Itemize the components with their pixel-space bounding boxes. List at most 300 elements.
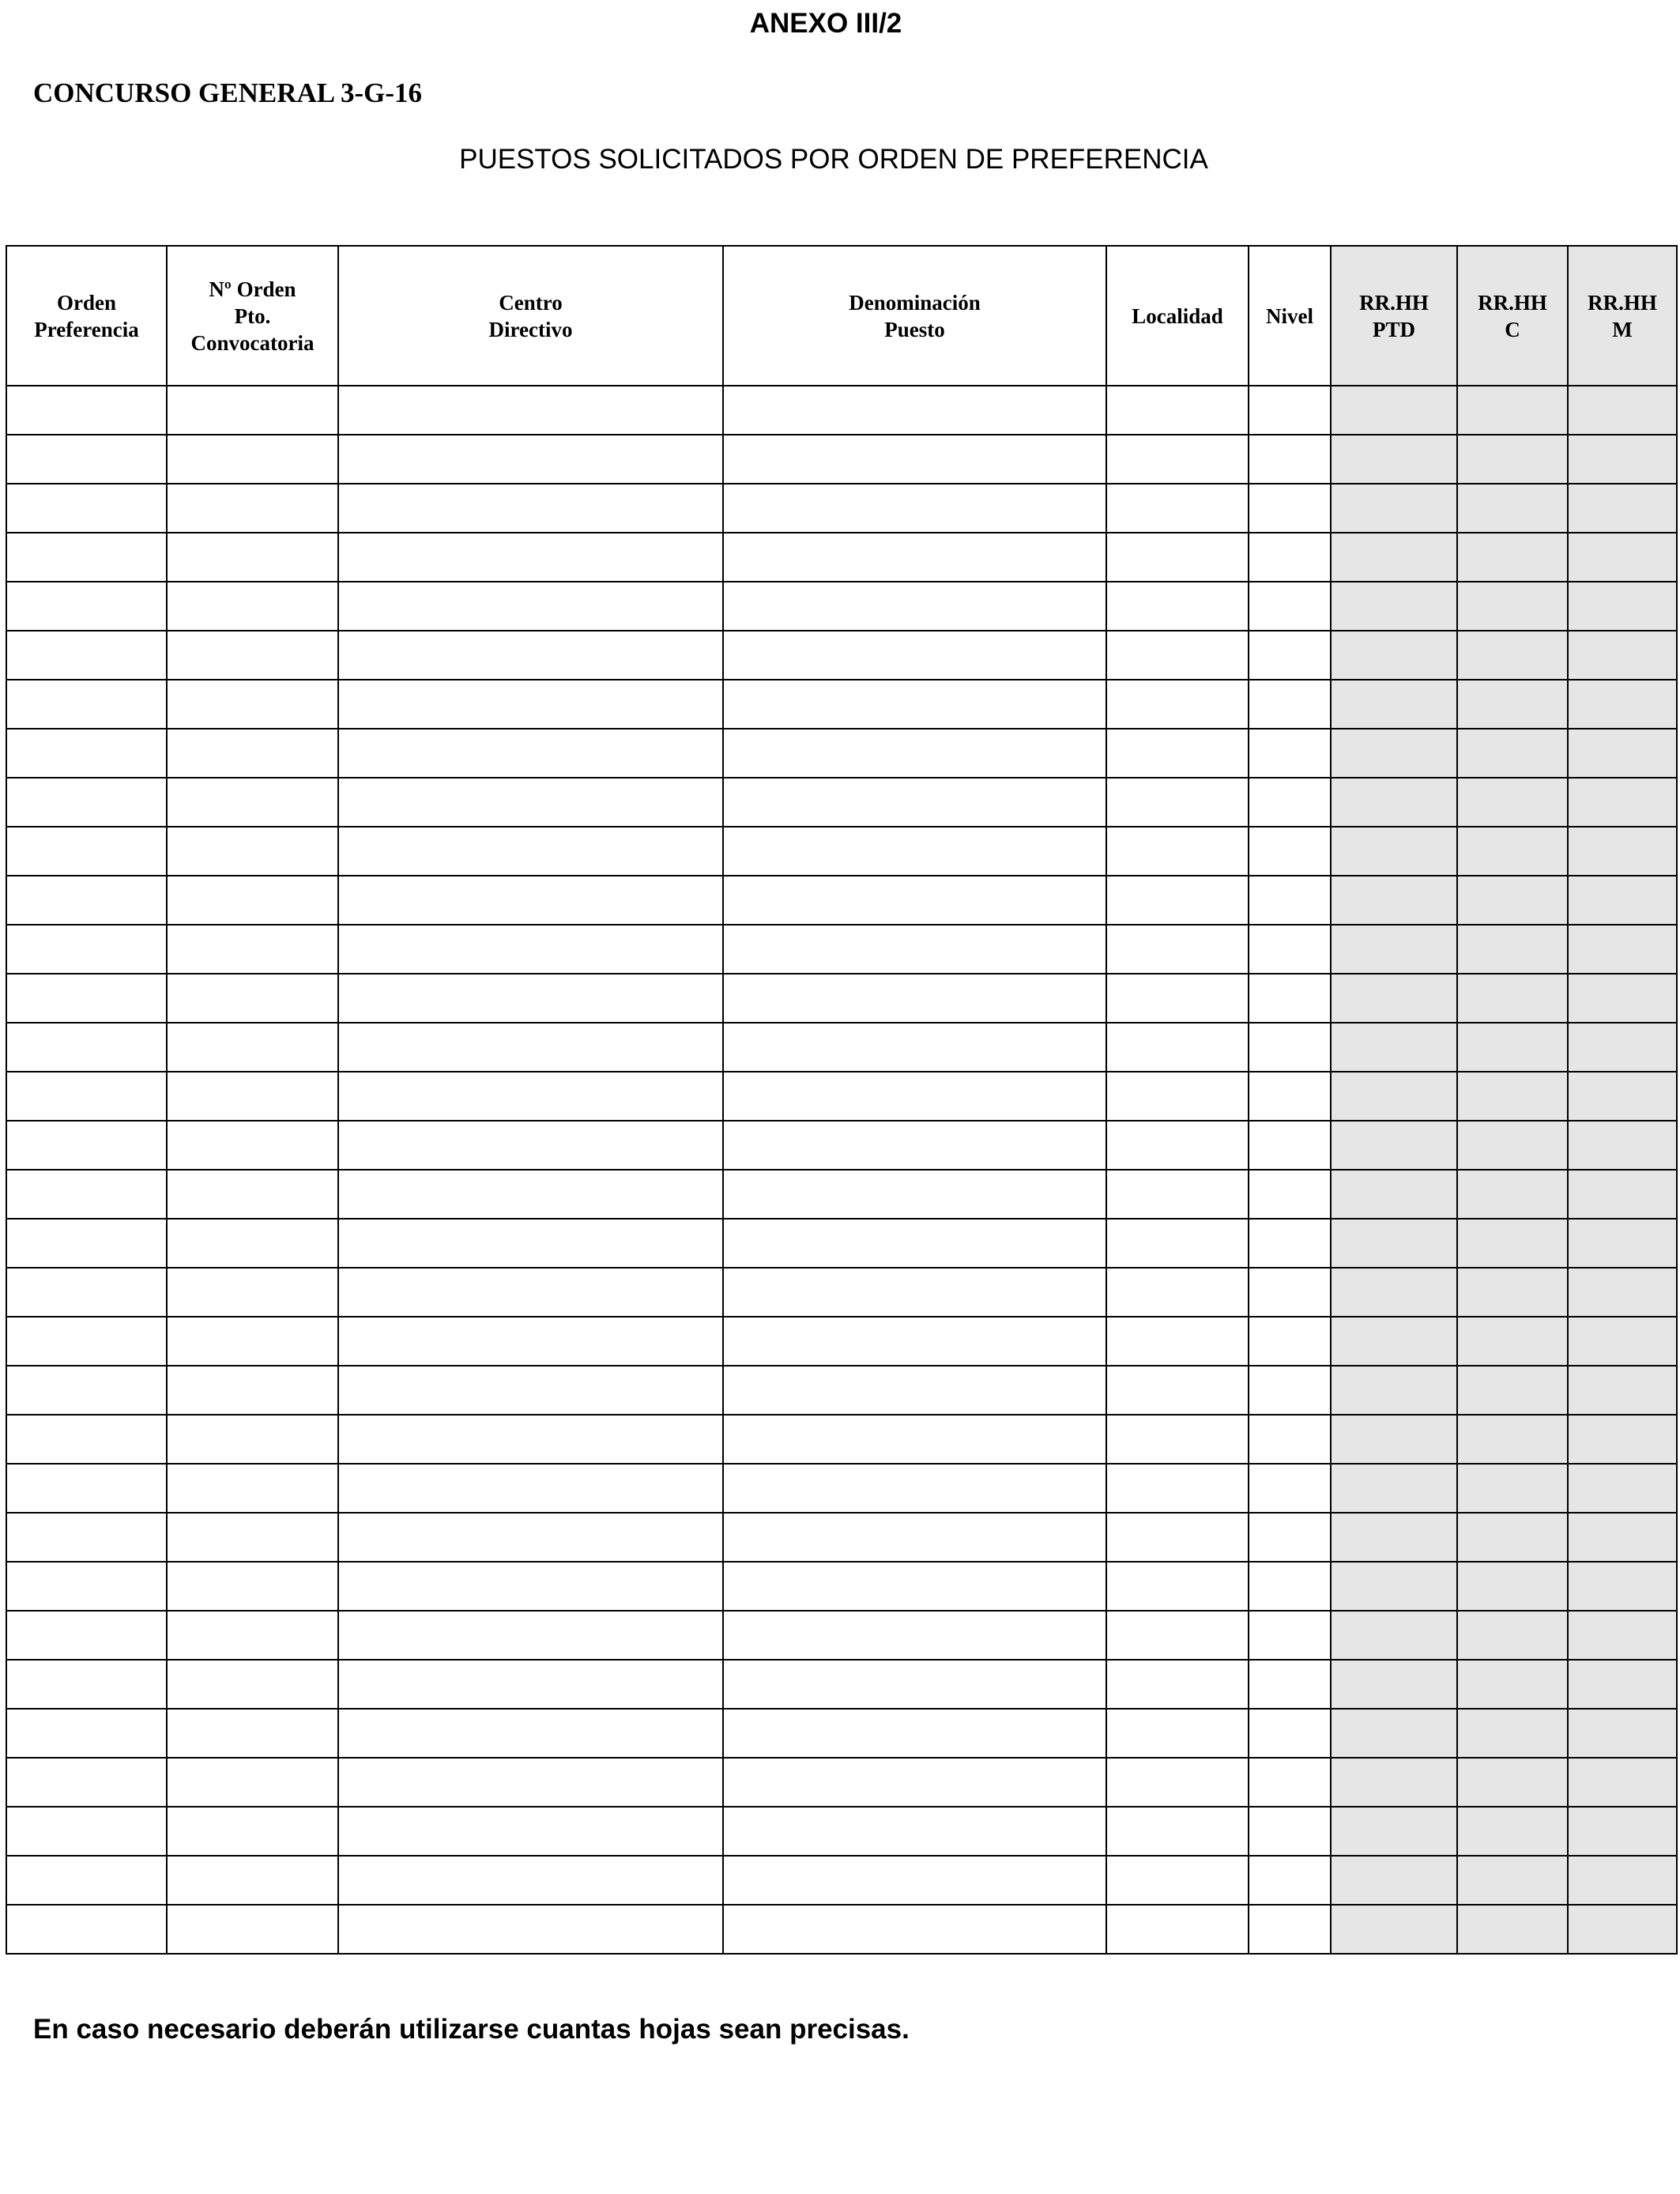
table-cell[interactable] [167,827,338,876]
table-cell[interactable] [1568,582,1677,631]
table-cell[interactable] [1457,1758,1568,1807]
table-cell[interactable] [1106,1758,1249,1807]
table-cell[interactable] [1568,484,1677,533]
table-cell[interactable] [1568,1072,1677,1121]
table-cell[interactable] [1249,435,1331,484]
table-cell[interactable] [723,680,1106,729]
table-cell[interactable] [1249,1611,1331,1660]
table-cell[interactable] [1331,1121,1457,1170]
table-row [6,1856,1677,1905]
table-cell[interactable] [338,1611,723,1660]
table-cell[interactable] [167,533,338,582]
table-cell[interactable] [1568,1758,1677,1807]
table-cell[interactable] [1331,435,1457,484]
table-cell[interactable] [167,778,338,827]
table-cell[interactable] [1249,925,1331,974]
table-cell[interactable] [338,729,723,778]
table-cell[interactable] [6,582,167,631]
table-row [6,1513,1677,1562]
table-cell[interactable] [723,925,1106,974]
table-cell[interactable] [167,435,338,484]
table-cell[interactable] [167,729,338,778]
table-cell[interactable] [338,1464,723,1513]
table-cell[interactable] [338,1023,723,1072]
table-cell[interactable] [1106,1513,1249,1562]
table-cell[interactable] [1331,1366,1457,1415]
table-cell[interactable] [1249,1415,1331,1464]
table-cell[interactable] [167,1905,338,1954]
table-cell[interactable] [6,1513,167,1562]
table-cell[interactable] [723,876,1106,925]
table-cell[interactable] [1106,925,1249,974]
table-cell[interactable] [1568,1709,1677,1758]
table-cell[interactable] [338,974,723,1023]
col-header-centro-directivo: Centro Directivo [338,246,723,386]
table-cell[interactable] [167,484,338,533]
table-cell[interactable] [1568,974,1677,1023]
table-cell[interactable] [1568,729,1677,778]
table-row [6,1072,1677,1121]
table-cell[interactable] [1249,631,1331,680]
table-cell[interactable] [1331,974,1457,1023]
table-cell[interactable] [1249,1366,1331,1415]
table-cell[interactable] [1457,729,1568,778]
table-cell[interactable] [167,1660,338,1709]
table-cell[interactable] [1331,1905,1457,1954]
table-cell[interactable] [1106,1611,1249,1660]
table-cell[interactable] [1106,1023,1249,1072]
table-cell[interactable] [338,1219,723,1268]
table-cell[interactable] [1568,1023,1677,1072]
table-cell[interactable] [1568,435,1677,484]
table-cell[interactable] [723,729,1106,778]
table-cell[interactable] [723,582,1106,631]
table-cell[interactable] [1106,1366,1249,1415]
table-cell[interactable] [1568,680,1677,729]
table-cell[interactable] [1457,974,1568,1023]
table-cell[interactable] [6,1758,167,1807]
table-row [6,778,1677,827]
table-cell[interactable] [1568,386,1677,435]
table-cell[interactable] [6,1317,167,1366]
table-cell[interactable] [1249,1709,1331,1758]
table-cell[interactable] [723,1905,1106,1954]
table-cell[interactable] [723,1072,1106,1121]
table-cell[interactable] [723,435,1106,484]
table-cell[interactable] [1249,827,1331,876]
table-cell[interactable] [1249,582,1331,631]
table-cell[interactable] [1249,1905,1331,1954]
table-cell[interactable] [6,484,167,533]
table-cell[interactable] [1106,1121,1249,1170]
table-cell[interactable] [1106,1268,1249,1317]
table-cell[interactable] [1331,1513,1457,1562]
table-cell[interactable] [723,386,1106,435]
table-cell[interactable] [6,1121,167,1170]
table-cell[interactable] [167,1268,338,1317]
table-row [6,1219,1677,1268]
table-cell[interactable] [1106,1464,1249,1513]
table-cell[interactable] [1457,1464,1568,1513]
table-cell[interactable] [1568,1905,1677,1954]
table-cell[interactable] [167,1317,338,1366]
table-cell[interactable] [1249,1856,1331,1905]
table-cell[interactable] [723,1121,1106,1170]
table-cell[interactable] [1457,1121,1568,1170]
table-cell[interactable] [1457,1856,1568,1905]
table-cell[interactable] [6,1170,167,1219]
table-cell[interactable] [1457,435,1568,484]
table-cell[interactable] [6,1219,167,1268]
table-cell[interactable] [1457,631,1568,680]
table-cell[interactable] [1106,582,1249,631]
table-cell[interactable] [6,1611,167,1660]
table-cell[interactable] [6,1464,167,1513]
table-cell[interactable] [1106,1415,1249,1464]
table-cell[interactable] [723,631,1106,680]
table-cell[interactable] [1331,631,1457,680]
table-cell[interactable] [1106,680,1249,729]
table-cell[interactable] [1331,1562,1457,1611]
table-cell[interactable] [6,1366,167,1415]
table-cell[interactable] [1457,1611,1568,1660]
table-cell[interactable] [1106,778,1249,827]
table-cell[interactable] [6,974,167,1023]
table-cell[interactable] [338,386,723,435]
table-cell[interactable] [723,1856,1106,1905]
table-cell[interactable] [1106,1660,1249,1709]
col-header-localidad: Localidad [1106,246,1249,386]
table-cell[interactable] [338,1121,723,1170]
table-cell[interactable] [338,1072,723,1121]
table-cell[interactable] [1457,484,1568,533]
table-cell[interactable] [1568,1464,1677,1513]
table-cell[interactable] [6,729,167,778]
table-cell[interactable] [167,631,338,680]
table-cell[interactable] [1457,1513,1568,1562]
table-cell[interactable] [167,1758,338,1807]
table-cell[interactable] [338,1170,723,1219]
table-cell[interactable] [338,925,723,974]
table-cell[interactable] [1106,1562,1249,1611]
table-cell[interactable] [723,1513,1106,1562]
table-cell[interactable] [1106,484,1249,533]
table-cell[interactable] [167,1023,338,1072]
table-cell[interactable] [1106,1170,1249,1219]
table-cell[interactable] [167,1415,338,1464]
table-cell[interactable] [338,1562,723,1611]
table-cell[interactable] [1568,1219,1677,1268]
table-cell[interactable] [1249,680,1331,729]
table-cell[interactable] [1568,1170,1677,1219]
table-cell[interactable] [1249,1513,1331,1562]
table-cell[interactable] [1249,1268,1331,1317]
table-cell[interactable] [723,1268,1106,1317]
table-cell[interactable] [338,680,723,729]
table-row [6,1562,1677,1611]
table-cell[interactable] [338,533,723,582]
table-cell[interactable] [1457,1366,1568,1415]
table-cell[interactable] [338,1268,723,1317]
table-cell[interactable] [1568,1366,1677,1415]
table-cell[interactable] [1568,1611,1677,1660]
table-cell[interactable] [167,386,338,435]
table-cell[interactable] [6,386,167,435]
table-cell[interactable] [1249,1758,1331,1807]
table-cell[interactable] [1331,1072,1457,1121]
table-cell[interactable] [723,1464,1106,1513]
table-cell[interactable] [1457,680,1568,729]
table-cell[interactable] [1568,827,1677,876]
table-cell[interactable] [1331,484,1457,533]
table-cell[interactable] [167,1709,338,1758]
table-cell[interactable] [723,1170,1106,1219]
table-cell[interactable] [1331,1709,1457,1758]
table-cell[interactable] [6,1905,167,1954]
table-cell[interactable] [1249,1219,1331,1268]
table-cell[interactable] [1331,1464,1457,1513]
table-row [6,1709,1677,1758]
table-cell[interactable] [723,484,1106,533]
table-cell[interactable] [1331,1611,1457,1660]
table-cell[interactable] [1568,1121,1677,1170]
table-cell[interactable] [1106,533,1249,582]
table-cell[interactable] [1249,1562,1331,1611]
table-cell[interactable] [1331,729,1457,778]
table-cell[interactable] [1568,1562,1677,1611]
table-cell[interactable] [1457,533,1568,582]
table-cell[interactable] [6,1268,167,1317]
table-cell[interactable] [1457,1170,1568,1219]
table-cell[interactable] [1568,876,1677,925]
table-cell[interactable] [1106,435,1249,484]
table-cell[interactable] [1249,1317,1331,1366]
table-cell[interactable] [723,533,1106,582]
table-cell[interactable] [723,827,1106,876]
table-cell[interactable] [1331,778,1457,827]
table-cell[interactable] [1331,1170,1457,1219]
table-cell[interactable] [1106,1905,1249,1954]
table-cell[interactable] [1457,876,1568,925]
table-cell[interactable] [723,1758,1106,1807]
table-cell[interactable] [1568,1415,1677,1464]
table-cell[interactable] [1249,1660,1331,1709]
table-cell[interactable] [1106,1709,1249,1758]
table-cell[interactable] [1249,974,1331,1023]
table-cell[interactable] [338,1807,723,1856]
table-cell[interactable] [338,582,723,631]
table-cell[interactable] [6,1023,167,1072]
table-cell[interactable] [167,1072,338,1121]
table-cell[interactable] [6,1856,167,1905]
table-cell[interactable] [338,1660,723,1709]
table-cell[interactable] [6,925,167,974]
table-cell[interactable] [6,1660,167,1709]
table-cell[interactable] [338,1905,723,1954]
table-cell[interactable] [6,778,167,827]
table-cell[interactable] [167,1562,338,1611]
table-cell[interactable] [1106,827,1249,876]
table-cell[interactable] [1457,925,1568,974]
table-cell[interactable] [1106,1856,1249,1905]
table-cell[interactable] [167,1366,338,1415]
table-cell[interactable] [6,1562,167,1611]
table-cell[interactable] [1106,386,1249,435]
table-cell[interactable] [1249,1072,1331,1121]
table-cell[interactable] [1331,1415,1457,1464]
table-cell[interactable] [338,1758,723,1807]
table-cell[interactable] [1249,533,1331,582]
table-cell[interactable] [338,827,723,876]
table-cell[interactable] [1331,1023,1457,1072]
table-cell[interactable] [1331,1268,1457,1317]
table-cell[interactable] [338,1709,723,1758]
table-cell[interactable] [6,1072,167,1121]
table-cell[interactable] [338,631,723,680]
table-cell[interactable] [1457,1219,1568,1268]
table-cell[interactable] [1457,1415,1568,1464]
table-row [6,1366,1677,1415]
table-cell[interactable] [167,1611,338,1660]
table-cell[interactable] [1106,1807,1249,1856]
table-cell[interactable] [1331,582,1457,631]
table-cell[interactable] [338,435,723,484]
table-cell[interactable] [1457,1660,1568,1709]
table-cell[interactable] [1457,1023,1568,1072]
table-cell[interactable] [1568,1268,1677,1317]
table-cell[interactable] [6,1415,167,1464]
table-cell[interactable] [338,1856,723,1905]
table-cell[interactable] [723,974,1106,1023]
table-cell[interactable] [1106,1317,1249,1366]
table-cell[interactable] [1249,386,1331,435]
table-cell[interactable] [1249,1121,1331,1170]
table-cell[interactable] [6,876,167,925]
table-cell[interactable] [1568,925,1677,974]
table-cell[interactable] [723,1023,1106,1072]
table-cell[interactable] [167,974,338,1023]
table-cell[interactable] [1457,827,1568,876]
table-cell[interactable] [1106,876,1249,925]
table-cell[interactable] [167,1513,338,1562]
table-cell[interactable] [723,1807,1106,1856]
table-cell[interactable] [1457,1562,1568,1611]
table-cell[interactable] [1331,1317,1457,1366]
table-cell[interactable] [723,1660,1106,1709]
table-cell[interactable] [6,1709,167,1758]
table-cell[interactable] [1457,1807,1568,1856]
table-cell[interactable] [338,484,723,533]
table-cell[interactable] [1457,1709,1568,1758]
table-cell[interactable] [1331,1856,1457,1905]
table-cell[interactable] [1249,1807,1331,1856]
table-cell[interactable] [1568,1513,1677,1562]
table-cell[interactable] [1331,386,1457,435]
table-cell[interactable] [1568,1317,1677,1366]
table-cell[interactable] [6,680,167,729]
table-row [6,1758,1677,1807]
table-cell[interactable] [1568,1660,1677,1709]
table-cell[interactable] [1331,533,1457,582]
table-cell[interactable] [1457,778,1568,827]
table-cell[interactable] [6,1807,167,1856]
table-cell[interactable] [6,533,167,582]
table-cell[interactable] [6,435,167,484]
table-cell[interactable] [338,1415,723,1464]
table-cell[interactable] [723,1366,1106,1415]
table-cell[interactable] [1106,974,1249,1023]
table-cell[interactable] [723,1709,1106,1758]
table-cell[interactable] [167,1219,338,1268]
table-row [6,484,1677,533]
table-cell[interactable] [167,1464,338,1513]
table-cell[interactable] [338,1317,723,1366]
table-cell[interactable] [723,1317,1106,1366]
table-cell[interactable] [167,1856,338,1905]
table-cell[interactable] [1331,680,1457,729]
table-cell[interactable] [1249,778,1331,827]
table-cell[interactable] [1457,1317,1568,1366]
table-cell[interactable] [1249,1023,1331,1072]
table-cell[interactable] [167,1170,338,1219]
table-cell[interactable] [1106,1219,1249,1268]
table-cell[interactable] [1249,1464,1331,1513]
table-cell[interactable] [1331,1807,1457,1856]
table-cell[interactable] [1457,386,1568,435]
table-cell[interactable] [167,1807,338,1856]
table-cell[interactable] [1331,876,1457,925]
table-cell[interactable] [1568,778,1677,827]
table-cell[interactable] [1331,925,1457,974]
table-cell[interactable] [1568,631,1677,680]
table-cell[interactable] [1331,1219,1457,1268]
table-cell[interactable] [1249,876,1331,925]
table-cell[interactable] [1457,1268,1568,1317]
table-cell[interactable] [167,680,338,729]
table-cell[interactable] [1106,631,1249,680]
table-cell[interactable] [1106,1072,1249,1121]
table-cell[interactable] [1457,582,1568,631]
table-cell[interactable] [167,582,338,631]
table-cell[interactable] [1457,1072,1568,1121]
table-cell[interactable] [1457,1905,1568,1954]
table-cell[interactable] [723,1611,1106,1660]
table-cell[interactable] [723,1562,1106,1611]
table-cell[interactable] [167,876,338,925]
table-cell[interactable] [338,778,723,827]
table-cell[interactable] [338,1513,723,1562]
table-cell[interactable] [338,1366,723,1415]
table-cell[interactable] [723,1219,1106,1268]
table-cell[interactable] [723,1415,1106,1464]
table-cell[interactable] [1331,1660,1457,1709]
table-cell[interactable] [167,1121,338,1170]
table-cell[interactable] [1249,1170,1331,1219]
table-cell[interactable] [1568,533,1677,582]
table-cell[interactable] [167,925,338,974]
table-cell[interactable] [1331,1758,1457,1807]
table-cell[interactable] [1106,729,1249,778]
table-cell[interactable] [6,827,167,876]
table-cell[interactable] [6,631,167,680]
table-cell[interactable] [1249,729,1331,778]
table-cell[interactable] [338,876,723,925]
table-cell[interactable] [723,778,1106,827]
table-cell[interactable] [1568,1807,1677,1856]
table-cell[interactable] [1331,827,1457,876]
table-cell[interactable] [1568,1856,1677,1905]
table-cell[interactable] [1249,484,1331,533]
